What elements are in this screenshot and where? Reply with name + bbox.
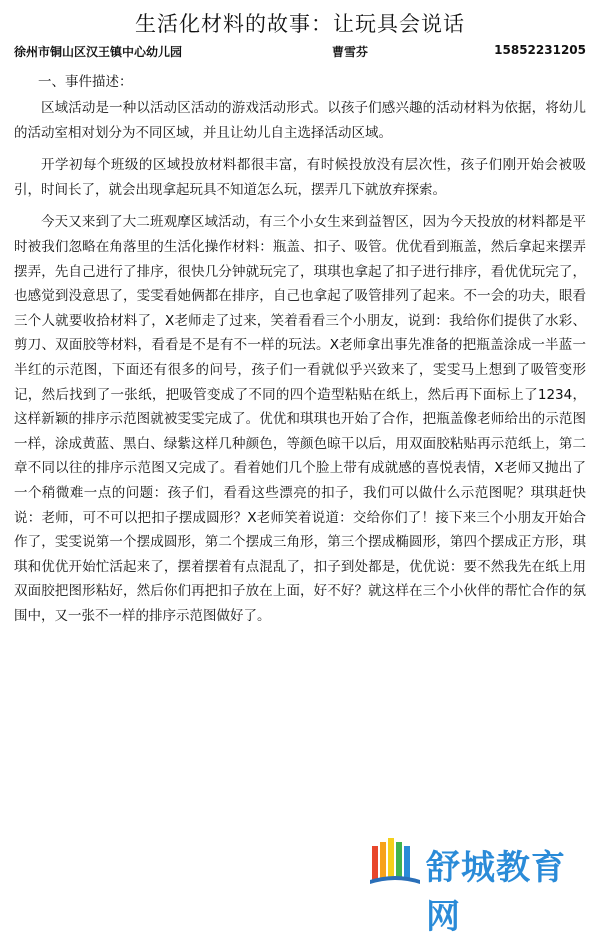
section-heading: 一、事件描述： bbox=[38, 74, 133, 90]
paragraph: 区域活动是一种以活动区活动的游戏活动形式。以孩子们感兴趣的活动材料为依据，将幼儿的活动室相对划分为不同区域，并且让幼儿自主选择活动区域。 bbox=[14, 100, 586, 141]
watermark-text: 舒城教育网 bbox=[426, 848, 566, 937]
book-logo-icon bbox=[368, 836, 422, 888]
author-name: 曹雪芬 bbox=[332, 45, 369, 59]
document-title: 生活化材料的故事：让玩具会说话 bbox=[135, 12, 465, 36]
site-watermark bbox=[368, 834, 600, 937]
author-info bbox=[14, 43, 586, 63]
school-name: 徐州市铜山区汉王镇中心幼儿园 bbox=[14, 45, 183, 59]
document-body bbox=[14, 96, 586, 636]
paragraph: 开学初每个班级的区域投放材料都很丰富，有时候投放没有层次性，孩子们刚开始会被吸引，时间长了，就会出现拿起玩具不知道怎么玩，摆弄几下就放弃探索。 bbox=[14, 157, 586, 198]
phone-number: 15852231205 bbox=[494, 43, 586, 57]
paragraph: 今天又来到了大二班观摩区域活动，有三个小女生来到益智区，因为今天投放的材料都是平时被我们忽略在角落里的生活化操作材料：瓶盖、扣子、吸管。优优看到瓶盖，然后拿起来摆弄摆弄，先自己进行了排序，很快几分钟就玩完了，琪琪也拿起了扣子进行排序，看优优玩完了，也感觉到没意思了，雯雯看她俩都在排序，自己也拿起了吸管排列了起来。不一会的功夫，眼看三个人就要收拾材料了，X老师走了过来，笑着看看三个小朋友，说到：我给你们提供了水彩、剪刀、双面胶等材料，看看是不是有不一样的玩法。X老师拿出事先准备的把瓶盖涂成一半蓝一半红的示范图，下面还有很多的问号，孩子们一看就似乎兴致来了，雯雯马上想到了吸管变形记，然后找到了一张纸，把吸管变成了不同的四个造型粘贴在纸上，然后再下面标上了1234，这样新颖的排序示范图就被雯雯完成了。优优和琪琪也开始了合作，把瓶盖像老师给出的示范图一样，涂成黄蓝、黑白、绿紫这样几种颜色，等颜色晾干以后，用双面胶粘贴再示范纸上，第二章不同以往的排序示范图又完成了。看着她们几个脸上带有成就感的喜悦表情，X老师又抛出了一个稍微难一点的问题：孩子们，看看这些漂亮的扣子，我们可以做什么示范图呢？琪琪赶快说：老师，可不可以把扣子摆成圆形？X老师笑着说道：交给你们了！接下来三个小朋友开始合作了，雯雯说第一个摆成圆形，第二个摆成三角形，第三个摆成椭圆形，第四个摆成正方形，琪琪和优优开始忙活起来了，摆着摆着有点混乱了，扣子到处都是，优优说：要不然我先在纸上用双面胶把图形粘好，然后你们再把扣子放在上面，好不好？就这样在三个小伙伴的帮忙合作的氛围中，又一张不一样的排序示范图做好了。 bbox=[14, 214, 586, 624]
